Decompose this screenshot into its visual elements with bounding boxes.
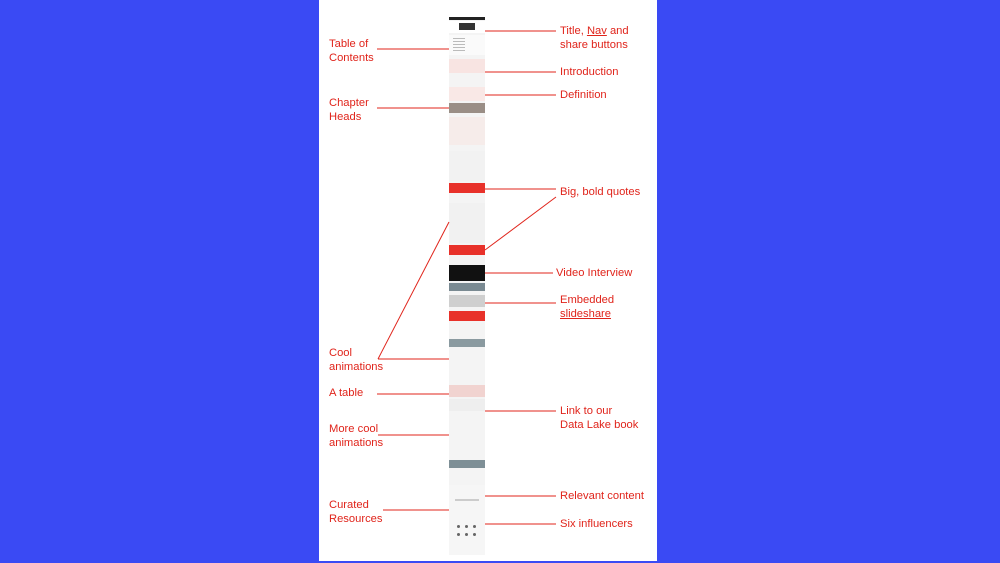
annotation-embedded: Embedded (560, 294, 615, 306)
annotation-slideshare-link[interactable]: slideshare (560, 307, 611, 320)
thumb-quote-1 (449, 183, 485, 193)
thumb-slideshare (449, 295, 485, 307)
thumb-image-1 (449, 283, 485, 291)
annotation-introduction: Introduction (560, 66, 619, 78)
annotation-nav-link[interactable]: Nav (586, 25, 607, 37)
thumb-quote-3 (449, 311, 485, 321)
page-thumbnail-strip (449, 17, 485, 555)
annotation-title-pre: Title, (560, 25, 587, 37)
thumb-image-3 (449, 460, 485, 468)
thumb-image-2 (449, 339, 485, 347)
thumb-video (449, 265, 485, 281)
thumb-table (449, 385, 485, 397)
annotation-definition: Definition (560, 89, 607, 101)
thumb-text-1 (449, 117, 485, 145)
thumb-quote-2 (449, 245, 485, 255)
annotation-more-cool-animations: More cool animations (329, 423, 384, 449)
annotation-curated-resources: Curated Resources (329, 499, 383, 525)
annotation-chapter-heads: Chapter Heads (329, 97, 369, 123)
thumb-chapter-image (449, 103, 485, 113)
annotation-title-nav-share (560, 25, 629, 52)
thumb-definition (449, 87, 485, 101)
annotation-table-of-contents: Table of Contents (329, 38, 374, 64)
annotation-big-bold-quotes: Big, bold quotes (560, 186, 641, 198)
thumb-text-2 (449, 151, 485, 181)
thumb-text-3 (449, 203, 485, 243)
thumb-toc (449, 35, 485, 55)
annotation-cool-animations: Cool animations (329, 347, 384, 373)
annotation-a-table: A table (329, 387, 364, 399)
thumb-introduction (449, 59, 485, 73)
thumb-resources (449, 485, 485, 555)
thumb-header (449, 17, 485, 20)
thumb-title-block (449, 21, 485, 33)
annotation-title-post: and share buttons (560, 25, 629, 51)
thumb-book-link (449, 399, 485, 411)
annotation-six-influencers: Six influencers (560, 518, 633, 530)
annotation-link-to-book: Link to our Data Lake book (560, 405, 639, 431)
annotation-video-interview: Video Interview (556, 267, 633, 279)
annotation-relevant-content: Relevant content (560, 490, 644, 502)
annotation-embedded-slideshare (560, 294, 614, 321)
